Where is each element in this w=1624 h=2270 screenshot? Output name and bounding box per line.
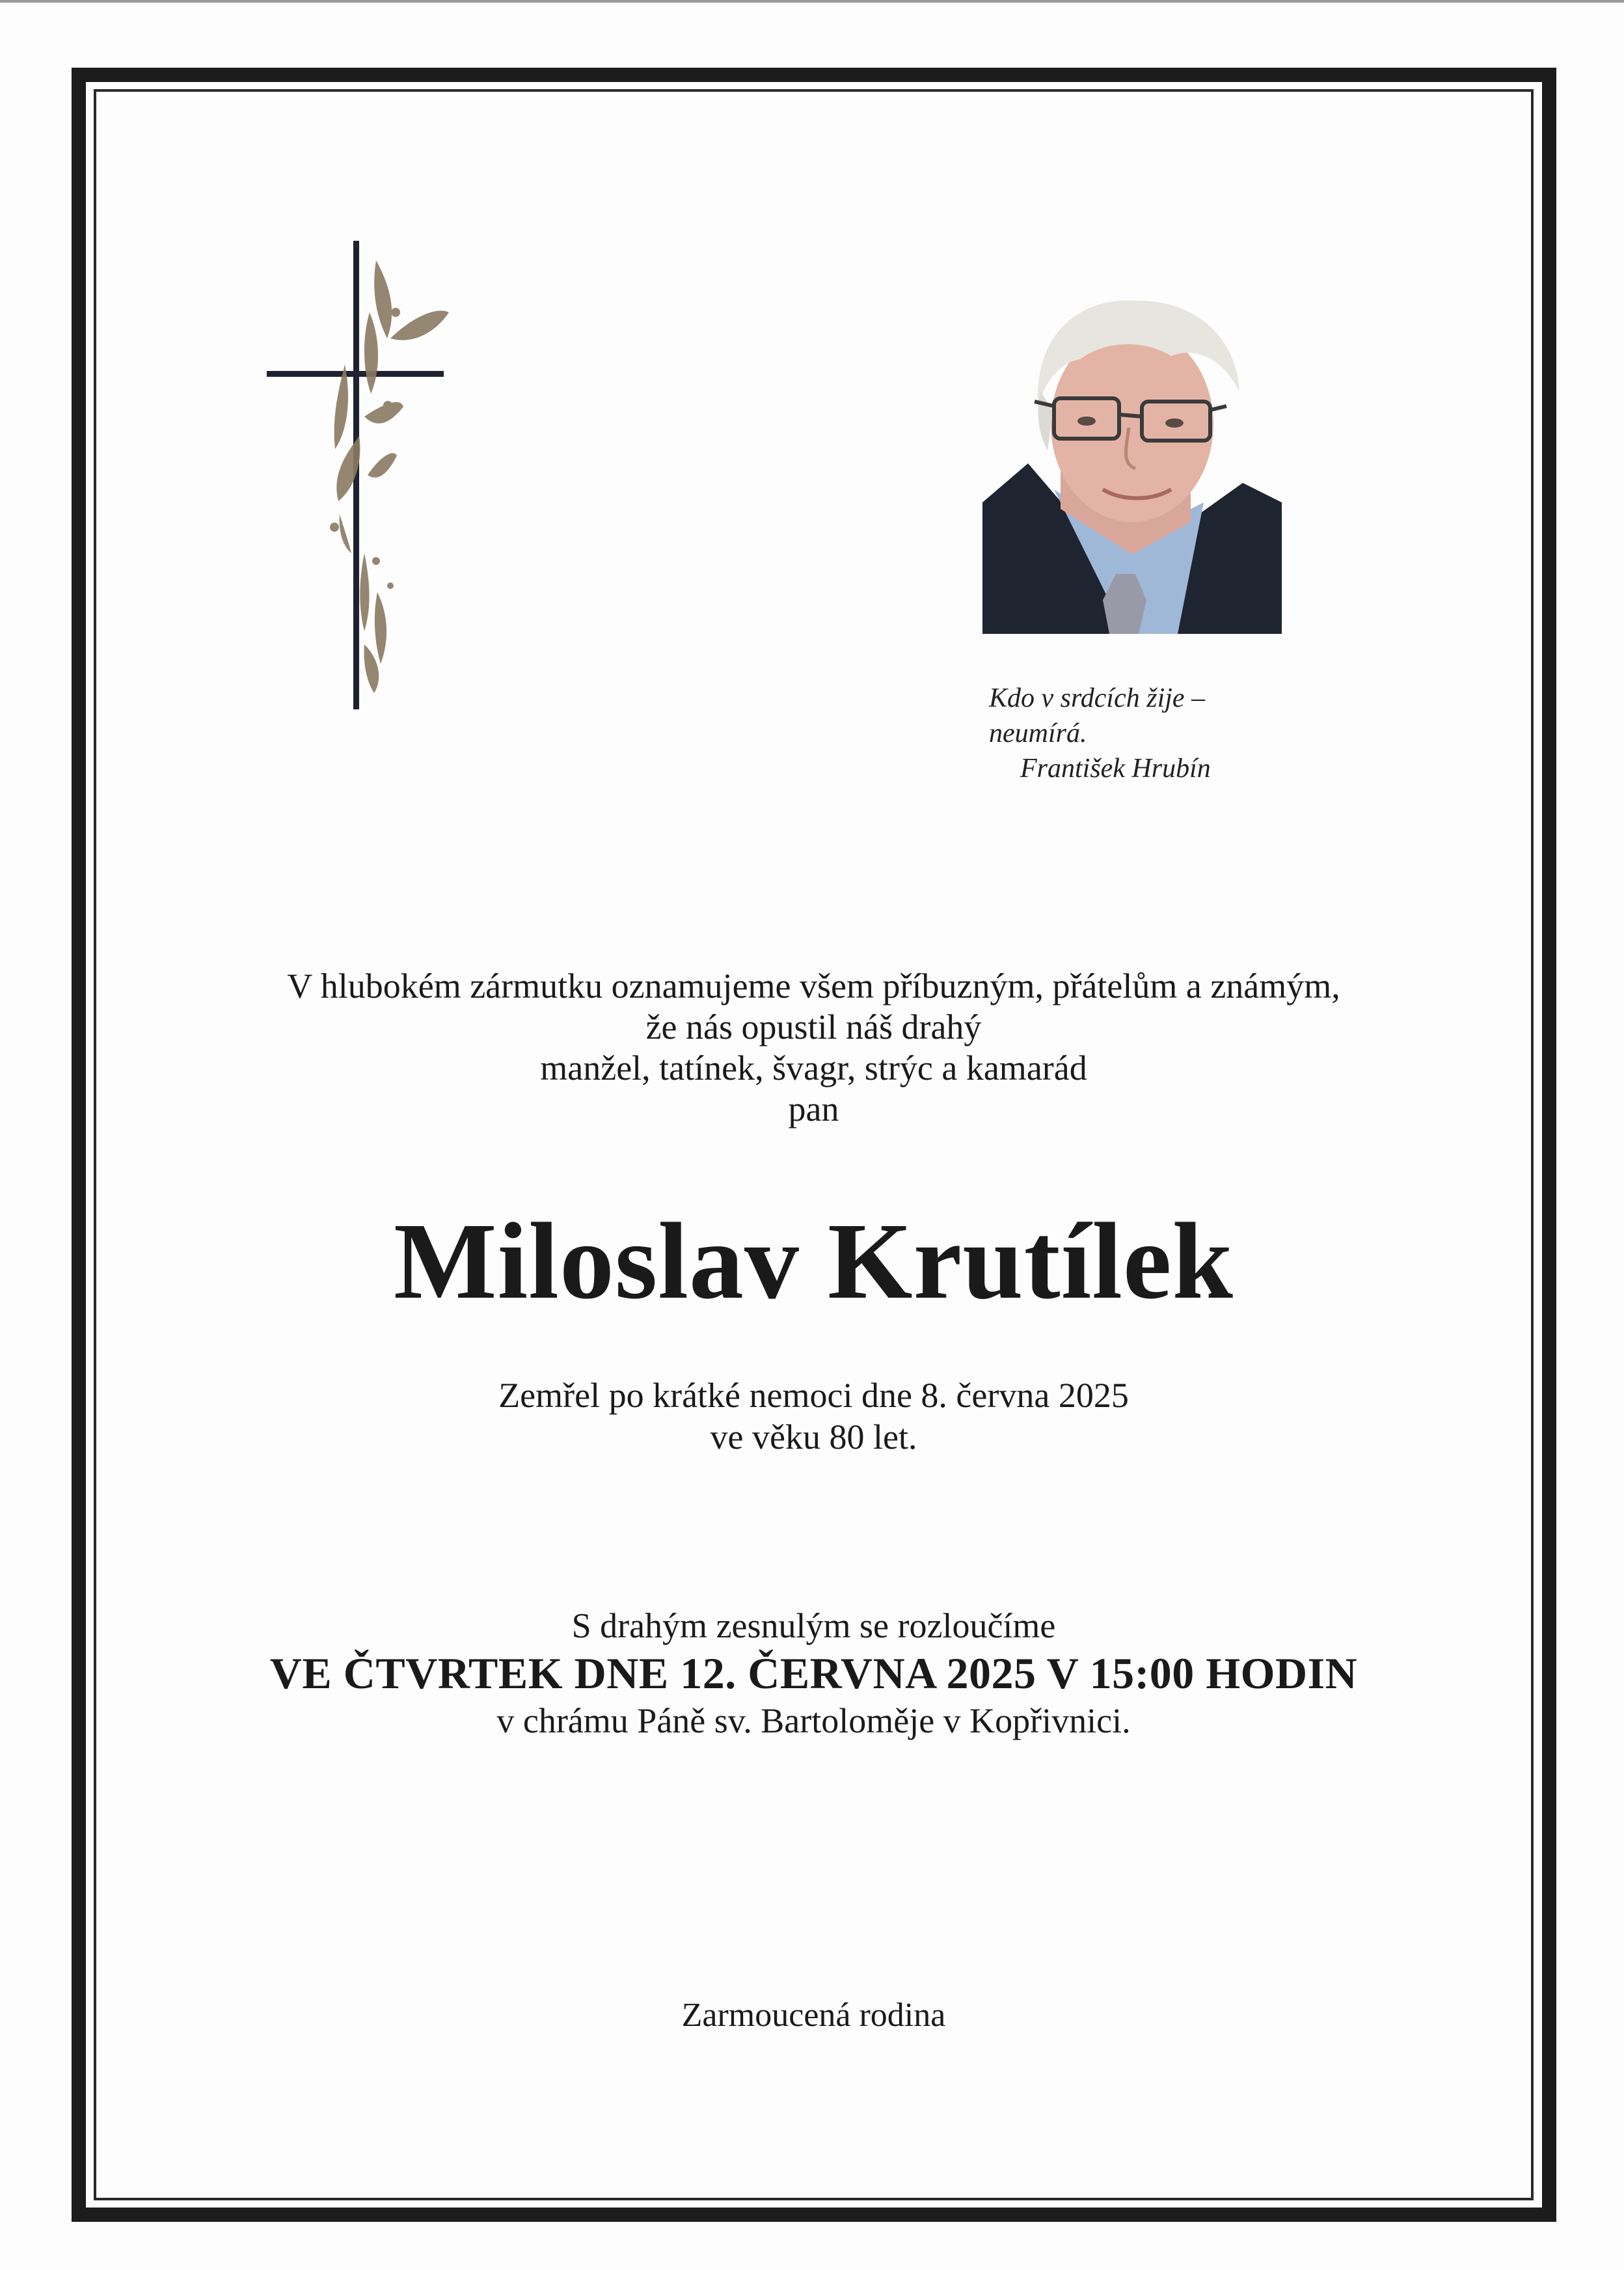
farewell-date-time: VE ČTVRTEK DNE 12. ČERVNA 2025 V 15:00 HODIN: [269, 1648, 1358, 1698]
deceased-name: Miloslav Krutílek: [394, 1201, 1234, 1322]
farewell-line-1: S drahým zesnulým se rozloučíme: [571, 1606, 1056, 1645]
death-details: [94, 1374, 1534, 1458]
intro-line-2: že nás opustil náš drahý: [645, 1007, 982, 1046]
quote-line-1: Kdo v srdcích žije –: [989, 683, 1206, 713]
intro-line-3: manžel, tatínek, švagr, strýc a kamarád: [540, 1048, 1087, 1087]
death-line-2: ve věku 80 let.: [710, 1417, 917, 1456]
farewell-location: v chrámu Páně sv. Bartoloměje v Kopřivnici.: [496, 1701, 1131, 1740]
scan-edge-line: [0, 0, 1624, 3]
death-line-1: Zemřel po krátké nemoci dne 8. června 2025: [498, 1376, 1129, 1415]
quote-line-2: neumírá.: [989, 718, 1087, 748]
intro-line-1: V hlubokém zármutku oznamujeme všem příbuzným, přátelům a známým,: [287, 966, 1340, 1005]
family-signature: Zarmoucená rodina: [681, 1997, 946, 2034]
quote-author: František Hrubín: [1020, 754, 1211, 784]
announcement-intro: [94, 966, 1534, 1130]
intro-line-4: pan: [788, 1089, 839, 1128]
farewell-details: [94, 1604, 1534, 1742]
cross-with-leaves-icon: [267, 241, 455, 709]
memorial-quote: [989, 681, 1288, 786]
portrait-photo: [982, 294, 1282, 634]
